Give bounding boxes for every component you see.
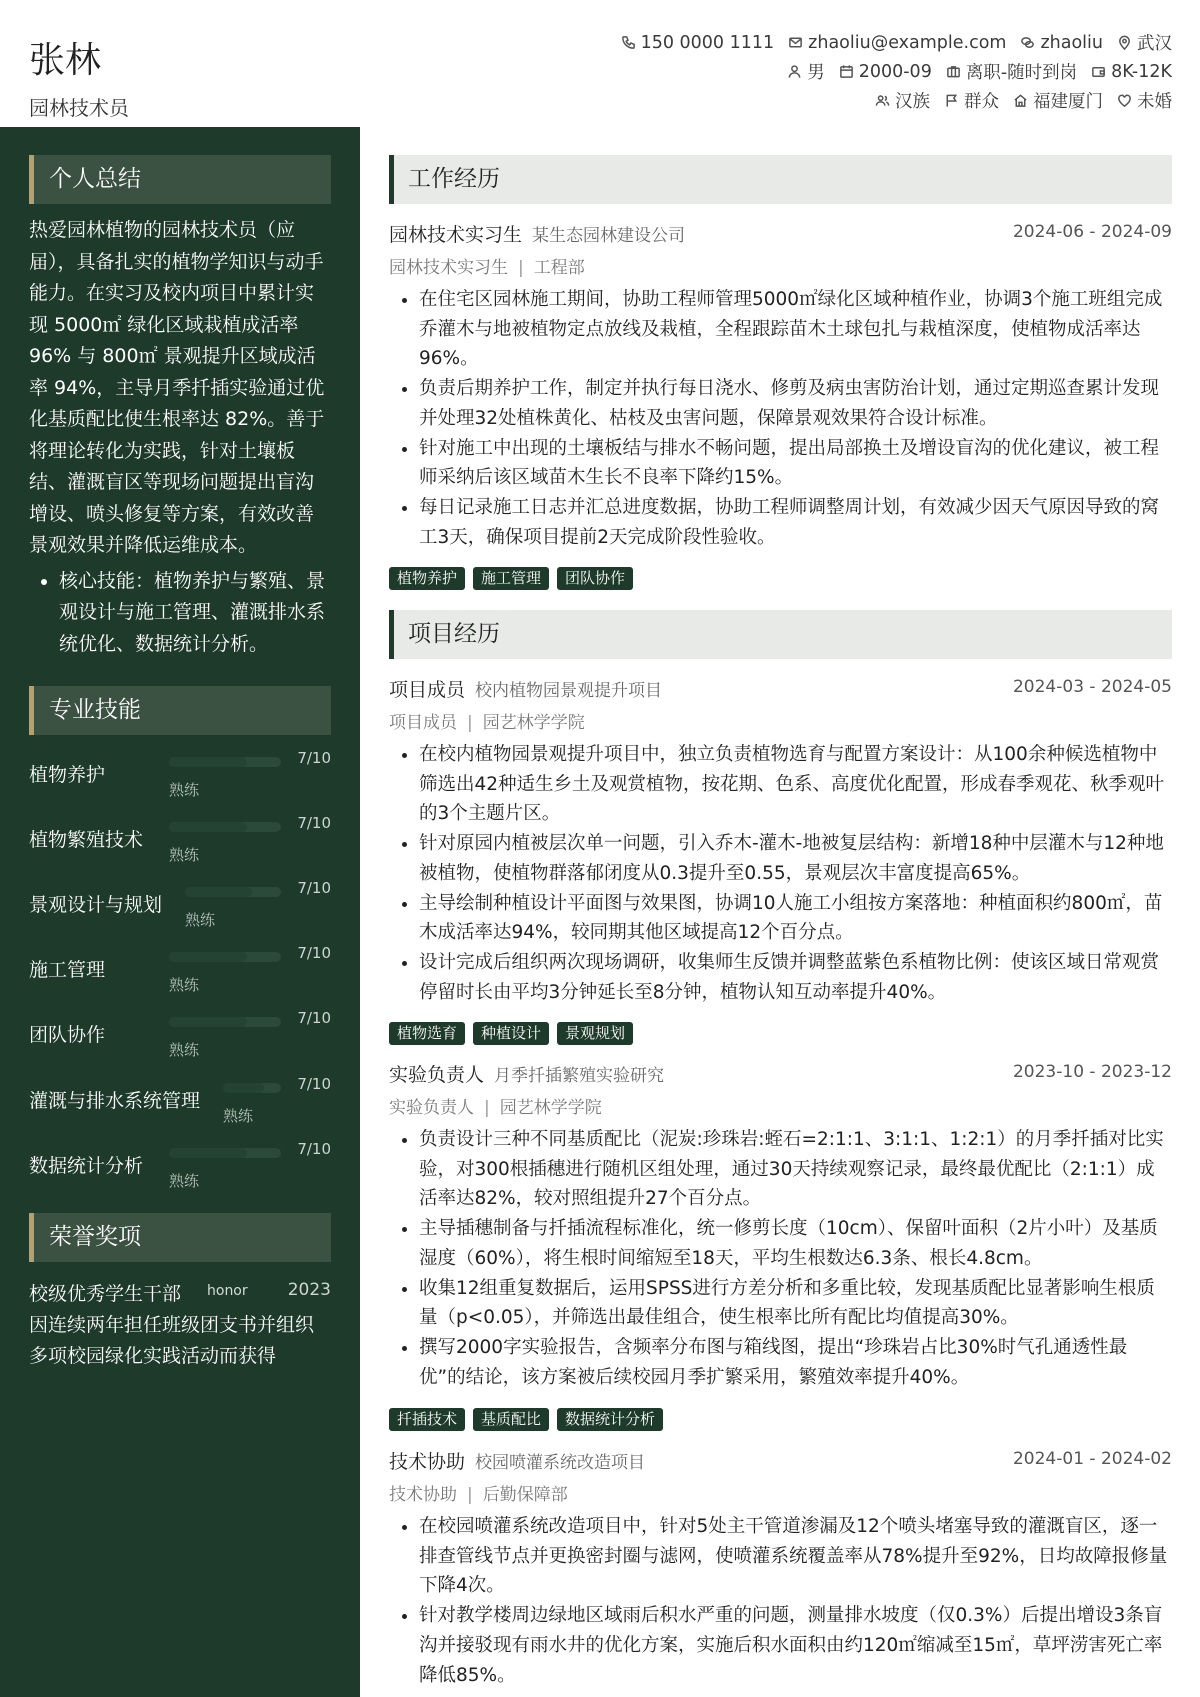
bullet-item: • 在校园喷灌系统改造项目中，针对5处主干管道渗漏及12个喷头堵塞导致的灌溉盲区，逐一排查管线节点并更换密封圈与滤网，使喷灌系统覆盖率从78%提升至92%，日均故障报修量下降4次。 (419, 1512, 1172, 1601)
skill-tag: 植物选育 (389, 1022, 465, 1045)
project-entry-title (389, 1060, 664, 1087)
project-entry-subtitle (389, 1093, 602, 1118)
project-entry-subtitle (389, 1480, 568, 1505)
contact-row-3 (412, 86, 1172, 115)
flag-icon (944, 93, 959, 108)
status-item (946, 59, 1077, 84)
skill-tag: 扦插技术 (389, 1408, 465, 1431)
bullet-item: • 针对教学楼周边绿地区域雨后积水严重的问题，测量排水坡度（仅0.3%）后提出增设3条盲沟并接驳现有雨水井的优化方案，实施后积水面积由约120㎡缩减至15㎡，草坪涝害死亡率降低85%。 (419, 1601, 1172, 1690)
work-date: 2024-06 - 2024-09 (1012, 222, 1172, 242)
summary-section (29, 215, 331, 660)
project-name: 校内植物园景观提升项目 (475, 681, 663, 701)
phone-item (621, 33, 775, 53)
people-icon (875, 93, 890, 108)
ethnicity-text: 汉族 (895, 92, 930, 112)
skill-tag: 基质配比 (473, 1408, 549, 1431)
summary-bullet: • 核心技能：植物养护与繁殖、景观设计与施工管理、灌溉排水系统优化、数据统计分析。 (59, 566, 331, 661)
skill-item (29, 1075, 331, 1131)
honor-item-header (29, 1279, 331, 1305)
salary-text: 8K-12K (1111, 61, 1172, 82)
skill-tag: 景观规划 (557, 1022, 633, 1045)
bullet-item: • 负责后期养护工作，制定并执行每日浇水、修剪及病虫害防治计划，通过定期巡查累计发现并处理32处植株黄化、枯枝及虫害问题，保障景观效果符合设计标准。 (419, 374, 1172, 433)
skill-name: 植物养护 (29, 764, 106, 786)
hometown-item (1013, 88, 1103, 113)
salary-item (1091, 62, 1172, 82)
bullet-item: • 在校内植物园景观提升项目中，独立负责植物选育与配置方案设计：从100余种候选植物中筛选出42种适生乡土及观赏植物，按花期、色系、高度优化配置，形成春季观花、秋季观叶的3个主题片区。 (419, 740, 1172, 829)
birth-item (839, 62, 932, 82)
skill-bar-fill (169, 952, 247, 962)
bullet-item: • 针对原园内植被层次单一问题，引入乔木-灌木-地被复层结构：新增18种中层灌木与12种地被植物，使植物群落郁闭度从0.3提升至0.55，景观层次丰富度提高65%。 (419, 829, 1172, 888)
heart-icon (1117, 93, 1132, 108)
wechat-icon (1020, 35, 1035, 50)
separator: | (484, 1098, 490, 1118)
summary-text: 热爱园林植物的园林技术员（应届），具备扎实的植物学知识与动手能力。在实习及校内项目中累计实现 5000㎡ 绿化区域栽植成活率 96% 与 800㎡ 景观提升区域成活率 94%，主导月季扦插实验通过优化基质配比使生根率达 82%。善于将理论转化为实践，针对土壤板结、灌溉盲区等现场问题提出盲沟增设、喷头修复等方案，有效改善景观效果并降低运维成本。 (29, 219, 325, 556)
location-item (1117, 30, 1172, 55)
skill-bar-fill (169, 1148, 247, 1158)
project-sub-role: 技术协助 (389, 1485, 457, 1505)
project-date: 2024-03 - 2024-05 (1012, 677, 1172, 697)
skill-item (29, 1009, 331, 1065)
project-role: 项目成员 (389, 679, 466, 701)
skill-bar (223, 1083, 281, 1093)
wechat-item (1020, 33, 1103, 53)
project-date: 2023-10 - 2023-12 (1012, 1062, 1172, 1082)
skill-score: 7/10 (297, 749, 331, 767)
candidate-name: 张林 (29, 40, 102, 81)
skill-score: 7/10 (297, 879, 331, 897)
honor-year: 2023 (287, 1280, 331, 1300)
skill-level: 熟练 (169, 1172, 200, 1190)
marital-item (1117, 88, 1172, 113)
separator: | (467, 1485, 473, 1505)
project-tags (389, 1408, 671, 1431)
skill-name: 施工管理 (29, 959, 106, 981)
candidate-role: 园林技术员 (29, 96, 129, 120)
project-sub-dept: 园艺林学学院 (482, 713, 585, 733)
work-role: 园林技术实习生 (389, 224, 523, 246)
skill-bar-fill (169, 822, 247, 832)
honor-title: 校级优秀学生干部 (29, 1283, 182, 1305)
email-text: zhaoliu@example.com (808, 32, 1007, 53)
bullet-item: • 针对施工中出现的土壤板结与排水不畅问题，提出局部换土及增设盲沟的优化建议，被工程师采纳后该区域苗木生长不良率下降约15%。 (419, 434, 1172, 493)
skill-bar (185, 887, 281, 897)
project-sub-role: 项目成员 (389, 713, 457, 733)
bullet-item: • 撰写2000字实验报告，含频率分布图与箱线图，提出“珍珠岩占比30%时气孔通透性最优”的结论，该方案被后续校园月季扩繁采用，繁殖效率提升40%。 (419, 1333, 1172, 1392)
skill-score: 7/10 (297, 944, 331, 962)
sidebar (0, 127, 360, 1697)
skill-level: 熟练 (169, 976, 200, 994)
skill-tag: 数据统计分析 (557, 1408, 663, 1431)
project-section-title: 项目经历 (389, 610, 1172, 659)
ethnicity-item (875, 88, 930, 113)
skill-bar-fill (223, 1083, 264, 1093)
skill-tag: 团队协作 (557, 567, 633, 590)
skill-score: 7/10 (297, 1140, 331, 1158)
skill-item (29, 749, 331, 805)
project-sub-role: 实验负责人 (389, 1098, 474, 1118)
skill-score: 7/10 (297, 1009, 331, 1027)
mail-icon (788, 35, 803, 50)
hometown-text: 福建厦门 (1033, 92, 1103, 112)
status-text: 离职-随时到岗 (965, 63, 1078, 83)
work-bullets (389, 285, 1172, 552)
phone-text: 150 0000 1111 (640, 32, 775, 53)
project-name: 校园喷灌系统改造项目 (475, 1453, 646, 1473)
contact-info (412, 28, 1172, 115)
skill-tag: 植物养护 (389, 567, 465, 590)
skill-item (29, 944, 331, 1000)
work-entry-header (389, 220, 1172, 246)
project-sub-dept: 后勤保障部 (482, 1485, 568, 1505)
home-icon (1013, 93, 1028, 108)
contact-row-2 (412, 57, 1172, 86)
briefcase-icon (946, 64, 961, 79)
honor-tag: honor (207, 1283, 248, 1299)
work-sub-dept: 工程部 (533, 258, 585, 278)
work-org: 某生态园林建设公司 (532, 226, 686, 246)
work-entry-subtitle (389, 253, 585, 278)
bullet-item: • 每日记录施工日志并汇总进度数据，协助工程师调整周计划，有效减少因天气原因导致的窝工3天，确保项目提前2天完成阶段性验收。 (419, 493, 1172, 552)
skill-item (29, 1140, 331, 1196)
person-icon (787, 64, 802, 79)
skill-bar-fill (185, 887, 252, 897)
skill-name: 植物繁殖技术 (29, 829, 144, 851)
skill-name: 团队协作 (29, 1024, 106, 1046)
resume-header (0, 0, 1200, 127)
skill-name: 景观设计与规划 (29, 894, 163, 916)
work-section-title: 工作经历 (389, 155, 1172, 204)
skill-bar (169, 1017, 281, 1027)
birth-text: 2000-09 (858, 61, 932, 82)
bullet-item: • 在住宅区园林施工期间，协助工程师管理5000㎡绿化区域种植作业，协调3个施工班组完成乔灌木与地被植物定点放线及栽植，全程跟踪苗木土球包扎与栽植深度，使植物成活率达96%。 (419, 285, 1172, 374)
skill-name: 数据统计分析 (29, 1155, 144, 1177)
project-sub-dept: 园艺林学学院 (499, 1098, 602, 1118)
skill-bar (169, 822, 281, 832)
bullet-item: • 负责设计三种不同基质配比（泥炭:珍珠岩:蛭石=2:1:1、3:1:1、1:2:1）的月季扦插对比实验，对300根插穗进行随机区组处理，通过30天持续观察记录，最终最优配比（2:1:1）成活率达82%，较对照组提升27个百分点。 (419, 1125, 1172, 1214)
project-entry-header (389, 1060, 1172, 1086)
project-bullets (389, 1512, 1172, 1690)
skill-item (29, 879, 331, 935)
skill-tag: 施工管理 (473, 567, 549, 590)
contact-row-1 (412, 28, 1172, 57)
project-name: 月季扦插繁殖实验研究 (494, 1066, 665, 1086)
work-sub-role: 园林技术实习生 (389, 258, 508, 278)
project-entry-header (389, 1447, 1172, 1473)
work-entry-title (389, 220, 685, 247)
skill-score: 7/10 (297, 814, 331, 832)
skill-level: 熟练 (223, 1107, 254, 1125)
project-role: 实验负责人 (389, 1064, 485, 1086)
skill-tag: 种植设计 (473, 1022, 549, 1045)
location-text: 武汉 (1137, 34, 1172, 54)
skill-bar (169, 757, 281, 767)
project-bullets (389, 740, 1172, 1007)
wechat-text: zhaoliu (1040, 32, 1103, 53)
project-entry-title (389, 1447, 645, 1474)
skill-name: 灌溉与排水系统管理 (29, 1090, 201, 1112)
skill-bar (169, 952, 281, 962)
separator: | (518, 258, 524, 278)
calendar-icon (839, 64, 854, 79)
project-entry-header (389, 675, 1172, 701)
location-icon (1117, 35, 1132, 50)
project-tags (389, 1022, 641, 1045)
politics-text: 群众 (964, 92, 999, 112)
summary-list (29, 566, 331, 661)
separator: | (467, 713, 473, 733)
gender-item (787, 59, 825, 84)
skill-bar-fill (169, 1017, 247, 1027)
work-tags (389, 567, 641, 590)
phone-icon (621, 35, 636, 50)
skill-level: 熟练 (169, 781, 200, 799)
skill-bar (169, 1148, 281, 1158)
project-bullets (389, 1125, 1172, 1392)
project-entry-title (389, 675, 662, 702)
skills-section-title: 专业技能 (29, 686, 331, 735)
skill-score: 7/10 (297, 1075, 331, 1093)
project-role: 技术协助 (389, 1451, 466, 1473)
skill-level: 熟练 (169, 1041, 200, 1059)
email-item (788, 33, 1006, 53)
skill-level: 熟练 (185, 911, 216, 929)
gender-text: 男 (807, 63, 825, 83)
honors-section-title: 荣誉奖项 (29, 1213, 331, 1262)
wallet-icon (1091, 64, 1106, 79)
bullet-item: • 主导绘制种植设计平面图与效果图，协调10人施工小组按方案落地：种植面积约800㎡，苗木成活率达94%，较同期其他区域提高12个百分点。 (419, 889, 1172, 948)
project-date: 2024-01 - 2024-02 (1012, 1449, 1172, 1469)
skill-item (29, 814, 331, 870)
bullet-item: • 收集12组重复数据后，运用SPSS进行方差分析和多重比较，发现基质配比显著影响生根质量（p<0.05），并筛选出最佳组合，使生根率比所有配比均值提高30%。 (419, 1274, 1172, 1333)
politics-item (944, 88, 999, 113)
bullet-item: • 设计完成后组织两次现场调研，收集师生反馈并调整蓝紫色系植物比例：使该区域日常观赏停留时长由平均3分钟延长至8分钟，植物认知互动率提升40%。 (419, 948, 1172, 1007)
marital-text: 未婚 (1137, 92, 1172, 112)
skill-level: 熟练 (169, 846, 200, 864)
honor-description: 因连续两年担任班级团支书并组织多项校园绿化实践活动而获得 (29, 1314, 315, 1367)
bullet-item: • 主导插穗制备与扦插流程标准化，统一修剪长度（10cm）、保留叶面积（2片小叶）及基质湿度（60%），将生根时间缩短至18天，平均生根数达6.3条、根长4.8cm。 (419, 1214, 1172, 1273)
summary-section-title: 个人总结 (29, 155, 331, 204)
skill-bar-fill (169, 757, 247, 767)
project-entry-subtitle (389, 708, 585, 733)
